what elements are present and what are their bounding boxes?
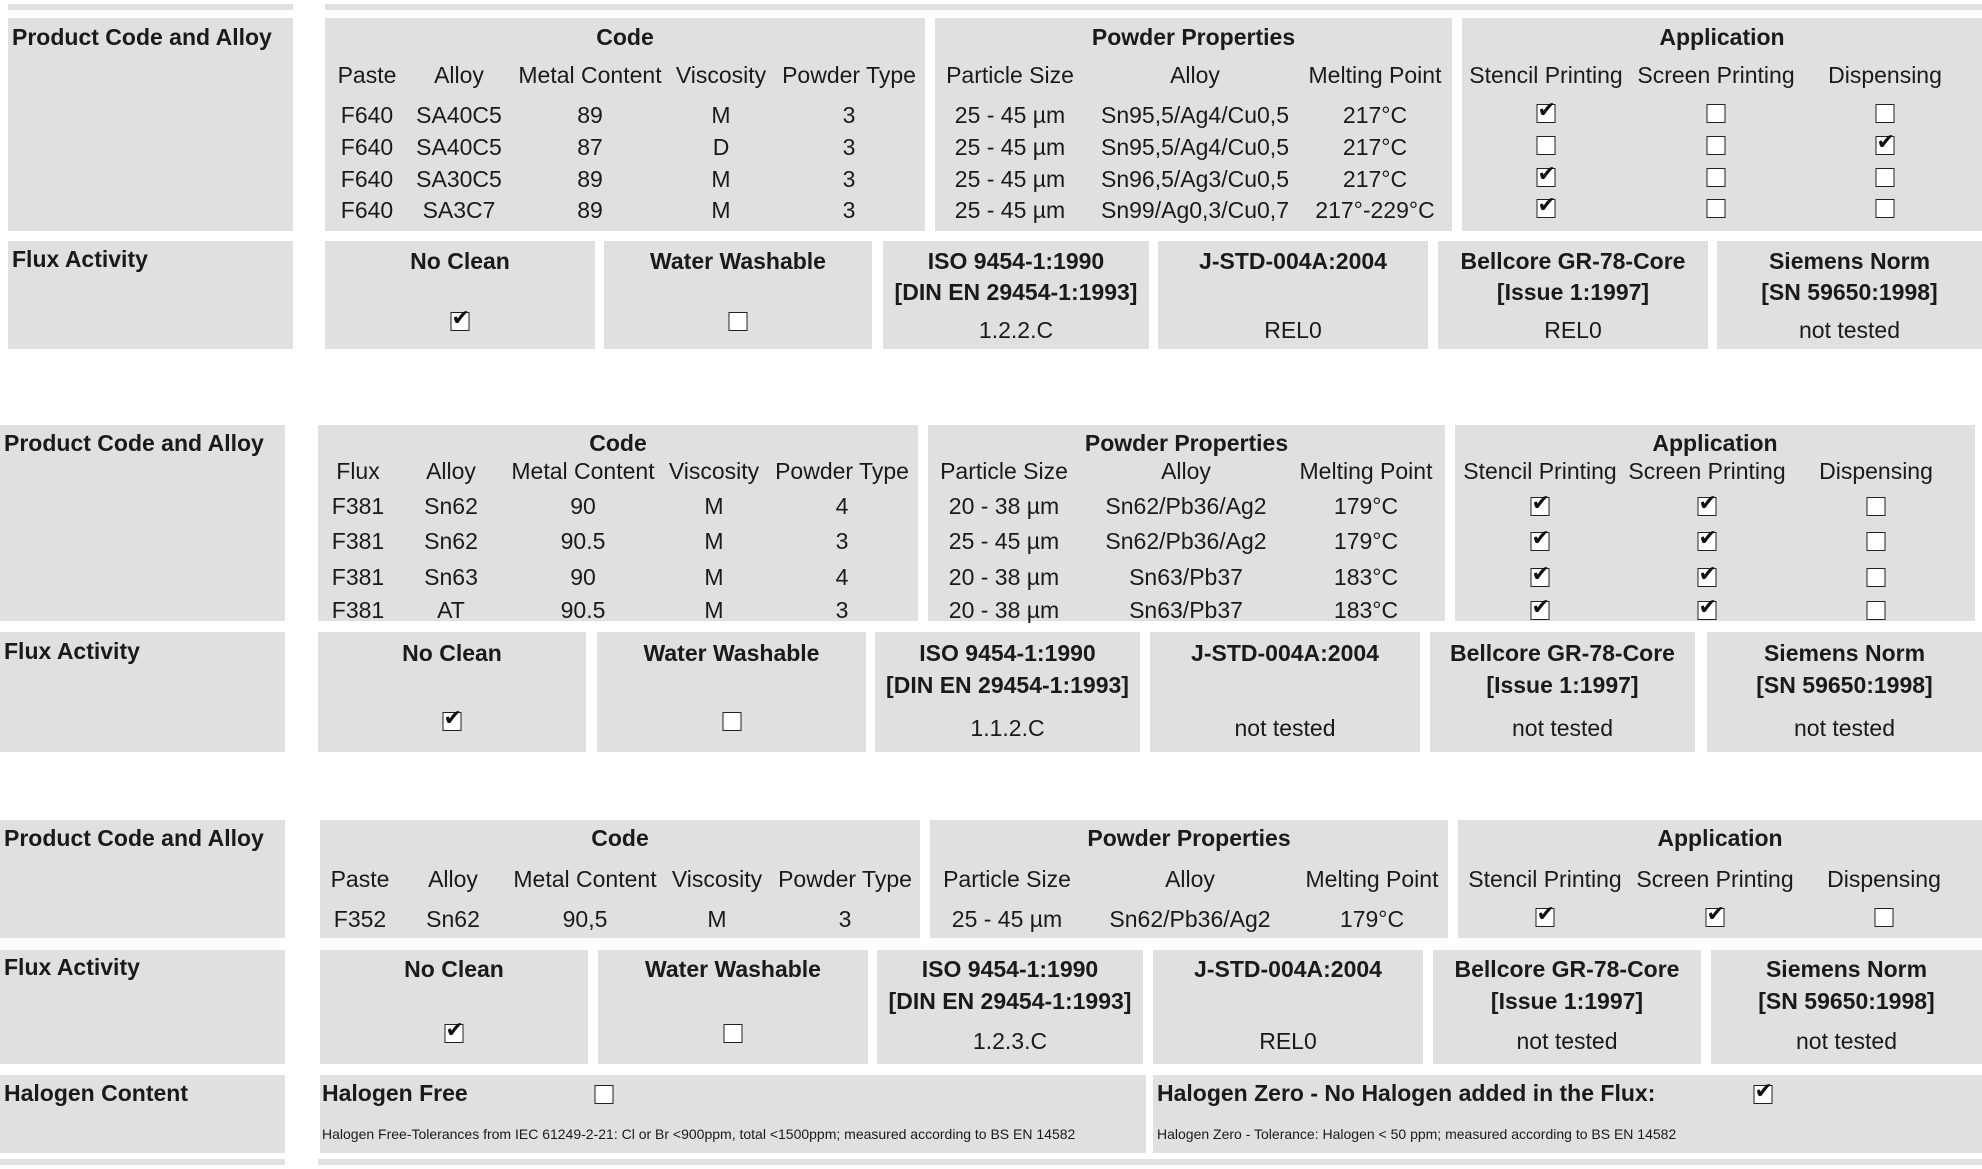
s1-row3-powder-alloy: Sn96,5/Ag3/Cu0,5 [1101,166,1289,192]
s2-row3-viscosity: M [704,564,724,590]
s2-row4-dispensing-checkbox[interactable] [1867,601,1886,620]
s2-col-metal-content: Metal Content [511,458,655,484]
s1-row2-powder-type: 3 [842,134,856,160]
s3-flux-iso-9454-value: 1.2.3.C [972,1028,1048,1054]
s2-code-header: Code [589,430,647,456]
s1-row2-dispensing-checkbox[interactable] [1876,136,1895,155]
s2-col-powder-alloy: Alloy [1161,458,1211,484]
s2-row2-screen-checkbox[interactable] [1698,532,1717,551]
s1-top-rule-right [325,4,1982,10]
s1-row2-screen-checkbox[interactable] [1707,136,1726,155]
s1-flux-no-clean-header: No Clean [410,248,510,274]
s2-flux-no-clean-checkbox[interactable] [443,712,462,731]
s1-flux-water-washable-header: Water Washable [650,248,826,274]
s2-flux-iso-9454-value: 1.1.2.C [970,715,1045,741]
s2-row4-powder-alloy: Sn63/Pb37 [1129,597,1243,623]
s3-flux-j-std-004a-value: REL0 [1259,1028,1317,1054]
s2-row2-particle-size: 25 - 45 µm [948,528,1060,554]
s3-flux-siemens-value: not tested [1795,1028,1898,1054]
s1-col-particle-size: Particle Size [946,62,1074,88]
s1-flux-iso-9454-value: 1.2.2.C [978,317,1054,343]
s2-row1-melting-point: 179°C [1333,493,1399,519]
s2-flux-bellcore-value: not tested [1511,715,1614,741]
s3-col-alloy: Alloy [428,866,478,892]
s1-row3-stencil-checkbox[interactable] [1537,168,1556,187]
s3-row1-melting-point: 179°C [1339,906,1405,932]
s2-flux-j-std-004a-header: J-STD-004A:2004 [1191,640,1379,666]
s2-row2-viscosity: M [704,528,724,554]
s1-col-metal-content: Metal Content [518,62,662,88]
s2-row4-particle-size: 20 - 38 µm [948,597,1060,623]
halogen-zero-label: Halogen Zero - No Halogen added in the Flux: [1157,1080,1656,1106]
s2-col-screen-printing: Screen Printing [1628,458,1786,484]
s2-row1-alloy: Sn62 [424,493,478,519]
s1-flux-water-washable-checkbox[interactable] [729,312,748,331]
s1-col-viscosity: Viscosity [675,62,767,88]
s3-col-powder-type: Powder Type [778,866,912,892]
s3-application-header: Application [1657,825,1783,851]
s1-application-header: Application [1659,24,1785,50]
s2-row3-code: F381 [331,564,385,590]
bottom-rule-left [0,1159,285,1165]
s2-row3-powder-alloy: Sn63/Pb37 [1129,564,1243,590]
s2-row1-viscosity: M [704,493,724,519]
s1-flux-siemens-header: Siemens Norm [1768,248,1931,274]
s1-row2-particle-size: 25 - 45 µm [954,134,1066,160]
s3-flux-siemens-header: Siemens Norm [1765,956,1928,982]
s2-row3-stencil-checkbox[interactable] [1531,568,1550,587]
s1-row4-screen-checkbox[interactable] [1707,199,1726,218]
s2-row3-melting-point: 183°C [1333,564,1399,590]
s2-flux-siemens-header: Siemens Norm [1763,640,1926,666]
s2-col-flux: Flux [336,458,380,484]
s2-row2-stencil-checkbox[interactable] [1531,532,1550,551]
s2-row1-screen-checkbox[interactable] [1698,497,1717,516]
s1-row3-dispensing-checkbox[interactable] [1876,168,1895,187]
s3-col-screen-printing: Screen Printing [1636,866,1794,892]
s1-row4-particle-size: 25 - 45 µm [954,197,1066,223]
s3-powder-header: Powder Properties [1087,825,1291,851]
s2-row4-screen-checkbox[interactable] [1698,601,1717,620]
s2-col-alloy: Alloy [426,458,476,484]
s2-row1-particle-size: 20 - 38 µm [948,493,1060,519]
s2-col-viscosity: Viscosity [668,458,760,484]
s1-row1-powder-type: 3 [842,102,856,128]
bottom-rule-right [318,1159,1982,1165]
s2-col-particle-size: Particle Size [940,458,1068,484]
s3-flux-bellcore-value: not tested [1516,1028,1618,1054]
s1-row1-viscosity: M [711,102,731,128]
s1-row4-viscosity: M [711,197,731,223]
s1-row4-powder-type: 3 [842,197,856,223]
s2-flux-label: Flux Activity [4,638,140,664]
s1-row3-code: F640 [340,166,394,192]
s2-col-melting-point: Melting Point [1299,458,1433,484]
halogen-free-label: Halogen Free [322,1080,468,1106]
s1-flux-j-std-004a-header: J-STD-004A:2004 [1199,248,1387,274]
s3-flux-iso-9454-header: ISO 9454-1:1990 [921,956,1099,982]
s3-flux-water-washable-header: Water Washable [645,956,821,982]
s2-product-label: Product Code and Alloy [4,430,264,456]
s1-product-label: Product Code and Alloy [12,24,272,50]
s1-row4-dispensing-checkbox[interactable] [1876,199,1895,218]
s1-row3-screen-checkbox[interactable] [1707,168,1726,187]
s2-row3-screen-checkbox[interactable] [1698,568,1717,587]
s1-row2-code: F640 [340,134,394,160]
s1-row1-screen-checkbox[interactable] [1707,104,1726,123]
s2-row4-melting-point: 183°C [1333,597,1399,623]
s3-flux-iso-9454-header-line2: [DIN EN 29454-1:1993] [888,988,1132,1014]
s2-col-dispensing: Dispensing [1819,458,1933,484]
s1-flux-bellcore-header: Bellcore GR-78-Core [1460,248,1686,274]
s1-row2-alloy: SA40C5 [416,134,502,160]
s1-row2-metal-content: 87 [577,134,603,160]
s3-col-melting-point: Melting Point [1305,866,1439,892]
halogen-free-note: Halogen Free-Tolerances from IEC 61249-2-21: Cl or Br <900ppm, total <1500ppm; measured according to BS EN 14582 [322,1126,1076,1142]
s2-row2-alloy: Sn62 [424,528,478,554]
s2-flux-no-clean-header: No Clean [402,640,502,666]
s2-col-powder-type: Powder Type [775,458,909,484]
s3-row1-powder-type: 3 [838,906,852,932]
s3-product-label: Product Code and Alloy [4,825,264,851]
s2-flux-j-std-004a-value: not tested [1234,715,1336,741]
s2-row4-stencil-checkbox[interactable] [1531,601,1550,620]
s1-row3-melting-point: 217°C [1342,166,1408,192]
s1-row4-powder-alloy: Sn99/Ag0,3/Cu0,7 [1101,197,1289,223]
s2-row2-dispensing-checkbox[interactable] [1867,532,1886,551]
s2-row3-metal-content: 90 [570,564,596,590]
s1-col-stencil-printing: Stencil Printing [1469,62,1623,88]
s3-row1-alloy: Sn62 [426,906,480,932]
s2-flux-iso-9454-header-line2: [DIN EN 29454-1:1993] [886,672,1129,698]
s2-row3-alloy: Sn63 [424,564,478,590]
s1-row1-melting-point: 217°C [1342,102,1408,128]
s1-row3-viscosity: M [711,166,731,192]
s3-row1-stencil-checkbox[interactable] [1536,908,1555,927]
s1-row3-powder-type: 3 [842,166,856,192]
s2-flux-siemens-header-line2: [SN 59650:1998] [1756,672,1933,698]
s1-row1-particle-size: 25 - 45 µm [954,102,1066,128]
s3-flux-label: Flux Activity [4,954,140,980]
halogen-zero-checkbox[interactable] [1754,1085,1773,1104]
s2-row2-melting-point: 179°C [1333,528,1399,554]
s1-powder-header: Powder Properties [1091,24,1296,50]
s1-col-melting-point: Melting Point [1308,62,1442,88]
s2-row4-metal-content: 90.5 [560,597,606,623]
s2-flux-water-washable-header: Water Washable [643,640,820,666]
s1-col-dispensing: Dispensing [1828,62,1942,88]
s3-row1-dispensing-checkbox[interactable] [1875,908,1894,927]
s1-flux-siemens-header-line2: [SN 59650:1998] [1761,279,1938,305]
s2-row2-metal-content: 90.5 [560,528,606,554]
s2-row4-code: F381 [331,597,385,623]
s1-row3-alloy: SA30C5 [416,166,502,192]
s1-col-powder-alloy: Alloy [1170,62,1220,88]
s1-row2-melting-point: 217°C [1342,134,1408,160]
s3-flux-siemens-header-line2: [SN 59650:1998] [1758,988,1935,1014]
s2-row2-code: F381 [331,528,385,554]
s1-row3-particle-size: 25 - 45 µm [954,166,1066,192]
s1-row1-metal-content: 89 [577,102,603,128]
s1-top-rule-left [8,4,293,10]
s3-row1-viscosity: M [707,906,727,932]
s3-col-paste: Paste [330,866,390,892]
s2-row1-metal-content: 90 [570,493,596,519]
s2-row2-powder-alloy: Sn62/Pb36/Ag2 [1105,528,1267,554]
s3-col-dispensing: Dispensing [1827,866,1941,892]
s1-row2-viscosity: D [712,134,730,160]
s2-powder-header: Powder Properties [1084,430,1289,456]
s1-row1-alloy: SA40C5 [416,102,502,128]
s1-row4-code: F640 [340,197,394,223]
s3-flux-j-std-004a-header: J-STD-004A:2004 [1194,956,1382,982]
s3-flux-bellcore-header-line2: [Issue 1:1997] [1490,988,1644,1014]
s1-row1-dispensing-checkbox[interactable] [1876,104,1895,123]
s1-row2-stencil-checkbox[interactable] [1537,136,1556,155]
s1-row1-powder-alloy: Sn95,5/Ag4/Cu0,5 [1101,102,1289,128]
s2-row1-dispensing-checkbox[interactable] [1867,497,1886,516]
s3-row1-code: F352 [333,906,387,932]
s3-row1-particle-size: 25 - 45 µm [951,906,1063,932]
s1-row1-stencil-checkbox[interactable] [1537,104,1556,123]
s1-flux-iso-9454-header: ISO 9454-1:1990 [927,248,1105,274]
s1-row4-alloy: SA3C7 [422,197,496,223]
s2-row2-powder-type: 3 [835,528,849,554]
s2-flux-siemens-value: not tested [1793,715,1896,741]
s2-flux-water-washable-checkbox[interactable] [722,712,741,731]
s2-application-header: Application [1652,430,1778,456]
s1-row2-powder-alloy: Sn95,5/Ag4/Cu0,5 [1101,134,1289,160]
s2-row4-viscosity: M [704,597,724,623]
s2-col-stencil-printing: Stencil Printing [1463,458,1617,484]
s1-flux-iso-9454-header-line2: [DIN EN 29454-1:1993] [894,279,1138,305]
s3-col-stencil-printing: Stencil Printing [1468,866,1622,892]
halogen-free-checkbox[interactable] [595,1085,614,1104]
s1-code-header: Code [596,24,654,50]
s2-row1-code: F381 [331,493,385,519]
s3-col-viscosity: Viscosity [671,866,763,892]
s3-row1-screen-checkbox[interactable] [1706,908,1725,927]
s1-col-screen-printing: Screen Printing [1637,62,1795,88]
s2-flux-iso-9454-header: ISO 9454-1:1990 [919,640,1096,666]
s1-flux-no-clean-checkbox[interactable] [451,312,470,331]
s1-row4-metal-content: 89 [577,197,603,223]
s2-row3-dispensing-checkbox[interactable] [1867,568,1886,587]
s2-row1-powder-alloy: Sn62/Pb36/Ag2 [1105,493,1267,519]
s3-flux-no-clean-header: No Clean [404,956,504,982]
s2-row4-alloy: AT [437,597,465,623]
s1-col-paste: Paste [337,62,397,88]
halogen-zero-note: Halogen Zero - Tolerance: Halogen < 50 ppm; measured according to BS EN 14582 [1157,1126,1677,1142]
s3-flux-no-clean-checkbox[interactable] [445,1024,464,1043]
s1-flux-siemens-value: not tested [1798,317,1901,343]
s2-flux-bellcore-header: Bellcore GR-78-Core [1450,640,1675,666]
s3-row1-metal-content: 90,5 [562,906,608,932]
s1-col-powder-type: Powder Type [782,62,916,88]
s3-flux-bellcore-header: Bellcore GR-78-Core [1454,956,1680,982]
s3-col-metal-content: Metal Content [513,866,657,892]
s1-flux-label: Flux Activity [12,246,148,272]
s2-row1-powder-type: 4 [835,493,849,519]
s1-row3-metal-content: 89 [577,166,603,192]
s1-row1-code: F640 [340,102,394,128]
s3-code-header: Code [591,825,649,851]
s3-flux-water-washable-checkbox[interactable] [724,1024,743,1043]
s1-flux-bellcore-header-line2: [Issue 1:1997] [1496,279,1650,305]
s1-flux-j-std-004a-value: REL0 [1264,317,1322,343]
s1-row4-stencil-checkbox[interactable] [1537,199,1556,218]
s2-row1-stencil-checkbox[interactable] [1531,497,1550,516]
halogen-label: Halogen Content [4,1080,188,1106]
s2-row3-powder-type: 4 [835,564,849,590]
s3-col-powder-alloy: Alloy [1165,866,1215,892]
s3-col-particle-size: Particle Size [943,866,1071,892]
s2-flux-bellcore-header-line2: [Issue 1:1997] [1486,672,1639,698]
s2-row3-particle-size: 20 - 38 µm [948,564,1060,590]
s2-row4-powder-type: 3 [835,597,849,623]
s1-row4-melting-point: 217°-229°C [1315,197,1435,223]
s1-col-alloy: Alloy [434,62,484,88]
s1-flux-bellcore-value: REL0 [1544,317,1602,343]
s3-row1-powder-alloy: Sn62/Pb36/Ag2 [1109,906,1271,932]
